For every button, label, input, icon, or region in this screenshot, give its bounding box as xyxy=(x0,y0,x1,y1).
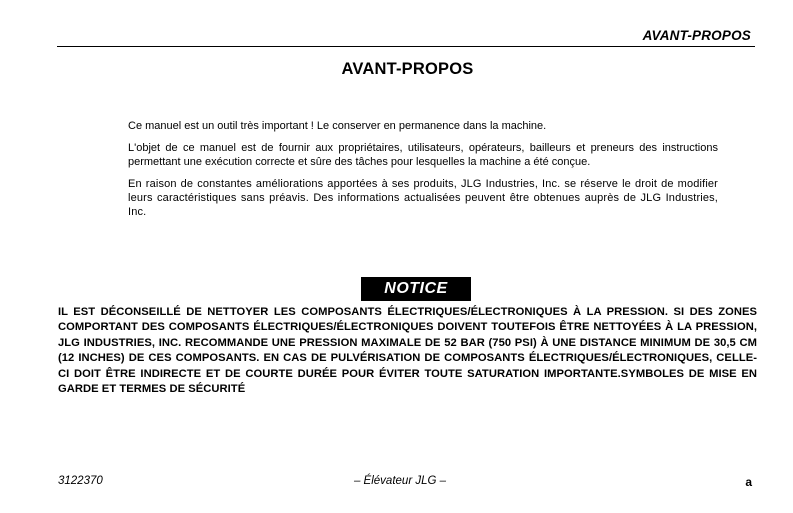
foreword-body xyxy=(128,119,718,227)
notice-text: IL EST DÉCONSEILLÉ DE NETTOYER LES COMPOSANTS ÉLECTRIQUES/ÉLECTRONIQUES À LA PRESSION. SI DES ZONES COMPORTANT DES COMPOSANTS ÉLECTRIQUES/ÉLECTRONIQUES DOIVENT TOUTEFOIS ÊTRE NETTOYÉES À LA PRESSION, JLG INDUSTRIES, INC. RECOMMANDE UNE PRESSION MAXIMALE DE 52 BAR (750 PSI) À UNE DISTANCE MINIMUM DE 30,5 CM (12 INCHES) DE CES COMPOSANTS. EN CAS DE PULVÉRISATION DE COMPOSANTS ÉLECTRIQUES/ÉLECTRONIQUES, CELLE-CI DOIT ÊTRE INDIRECTE ET DE COURTE DURÉE POUR ÉVITER TOUTE SATURATION IMPORTANTE.SYMBOLES DE MISE EN GARDE ET TERMES DE SÉCURITÉ xyxy=(58,306,757,396)
footer-doc-number: 3122370 xyxy=(58,475,103,487)
paragraph-improvements: En raison de constantes améliorations apportées à ses produits, JLG Industries, Inc. se réserve le droit de modifier leurs caractéristiques sans préavis. Des informations actualisées peuvent être obtenues auprès de JLG Industries, Inc. xyxy=(128,178,718,218)
notice-badge: NOTICE xyxy=(361,277,471,301)
page-title: AVANT-PROPOS xyxy=(341,60,474,78)
header-rule xyxy=(57,46,755,47)
paragraph-purpose: L'objet de ce manuel est de fournir aux propriétaires, utilisateurs, opérateurs, bailleurs et preneurs des instructions permettant une exécution correcte et sûre des tâches pour lesquelles la machine a été conçue. xyxy=(128,142,718,168)
running-header-title: AVANT-PROPOS xyxy=(642,28,751,43)
paragraph-importance: Ce manuel est un outil très important ! Le conserver en permanence dans la machine. xyxy=(128,120,547,132)
footer-page-number: a xyxy=(745,475,752,489)
footer-product-name: – Élévateur JLG – xyxy=(353,475,447,487)
